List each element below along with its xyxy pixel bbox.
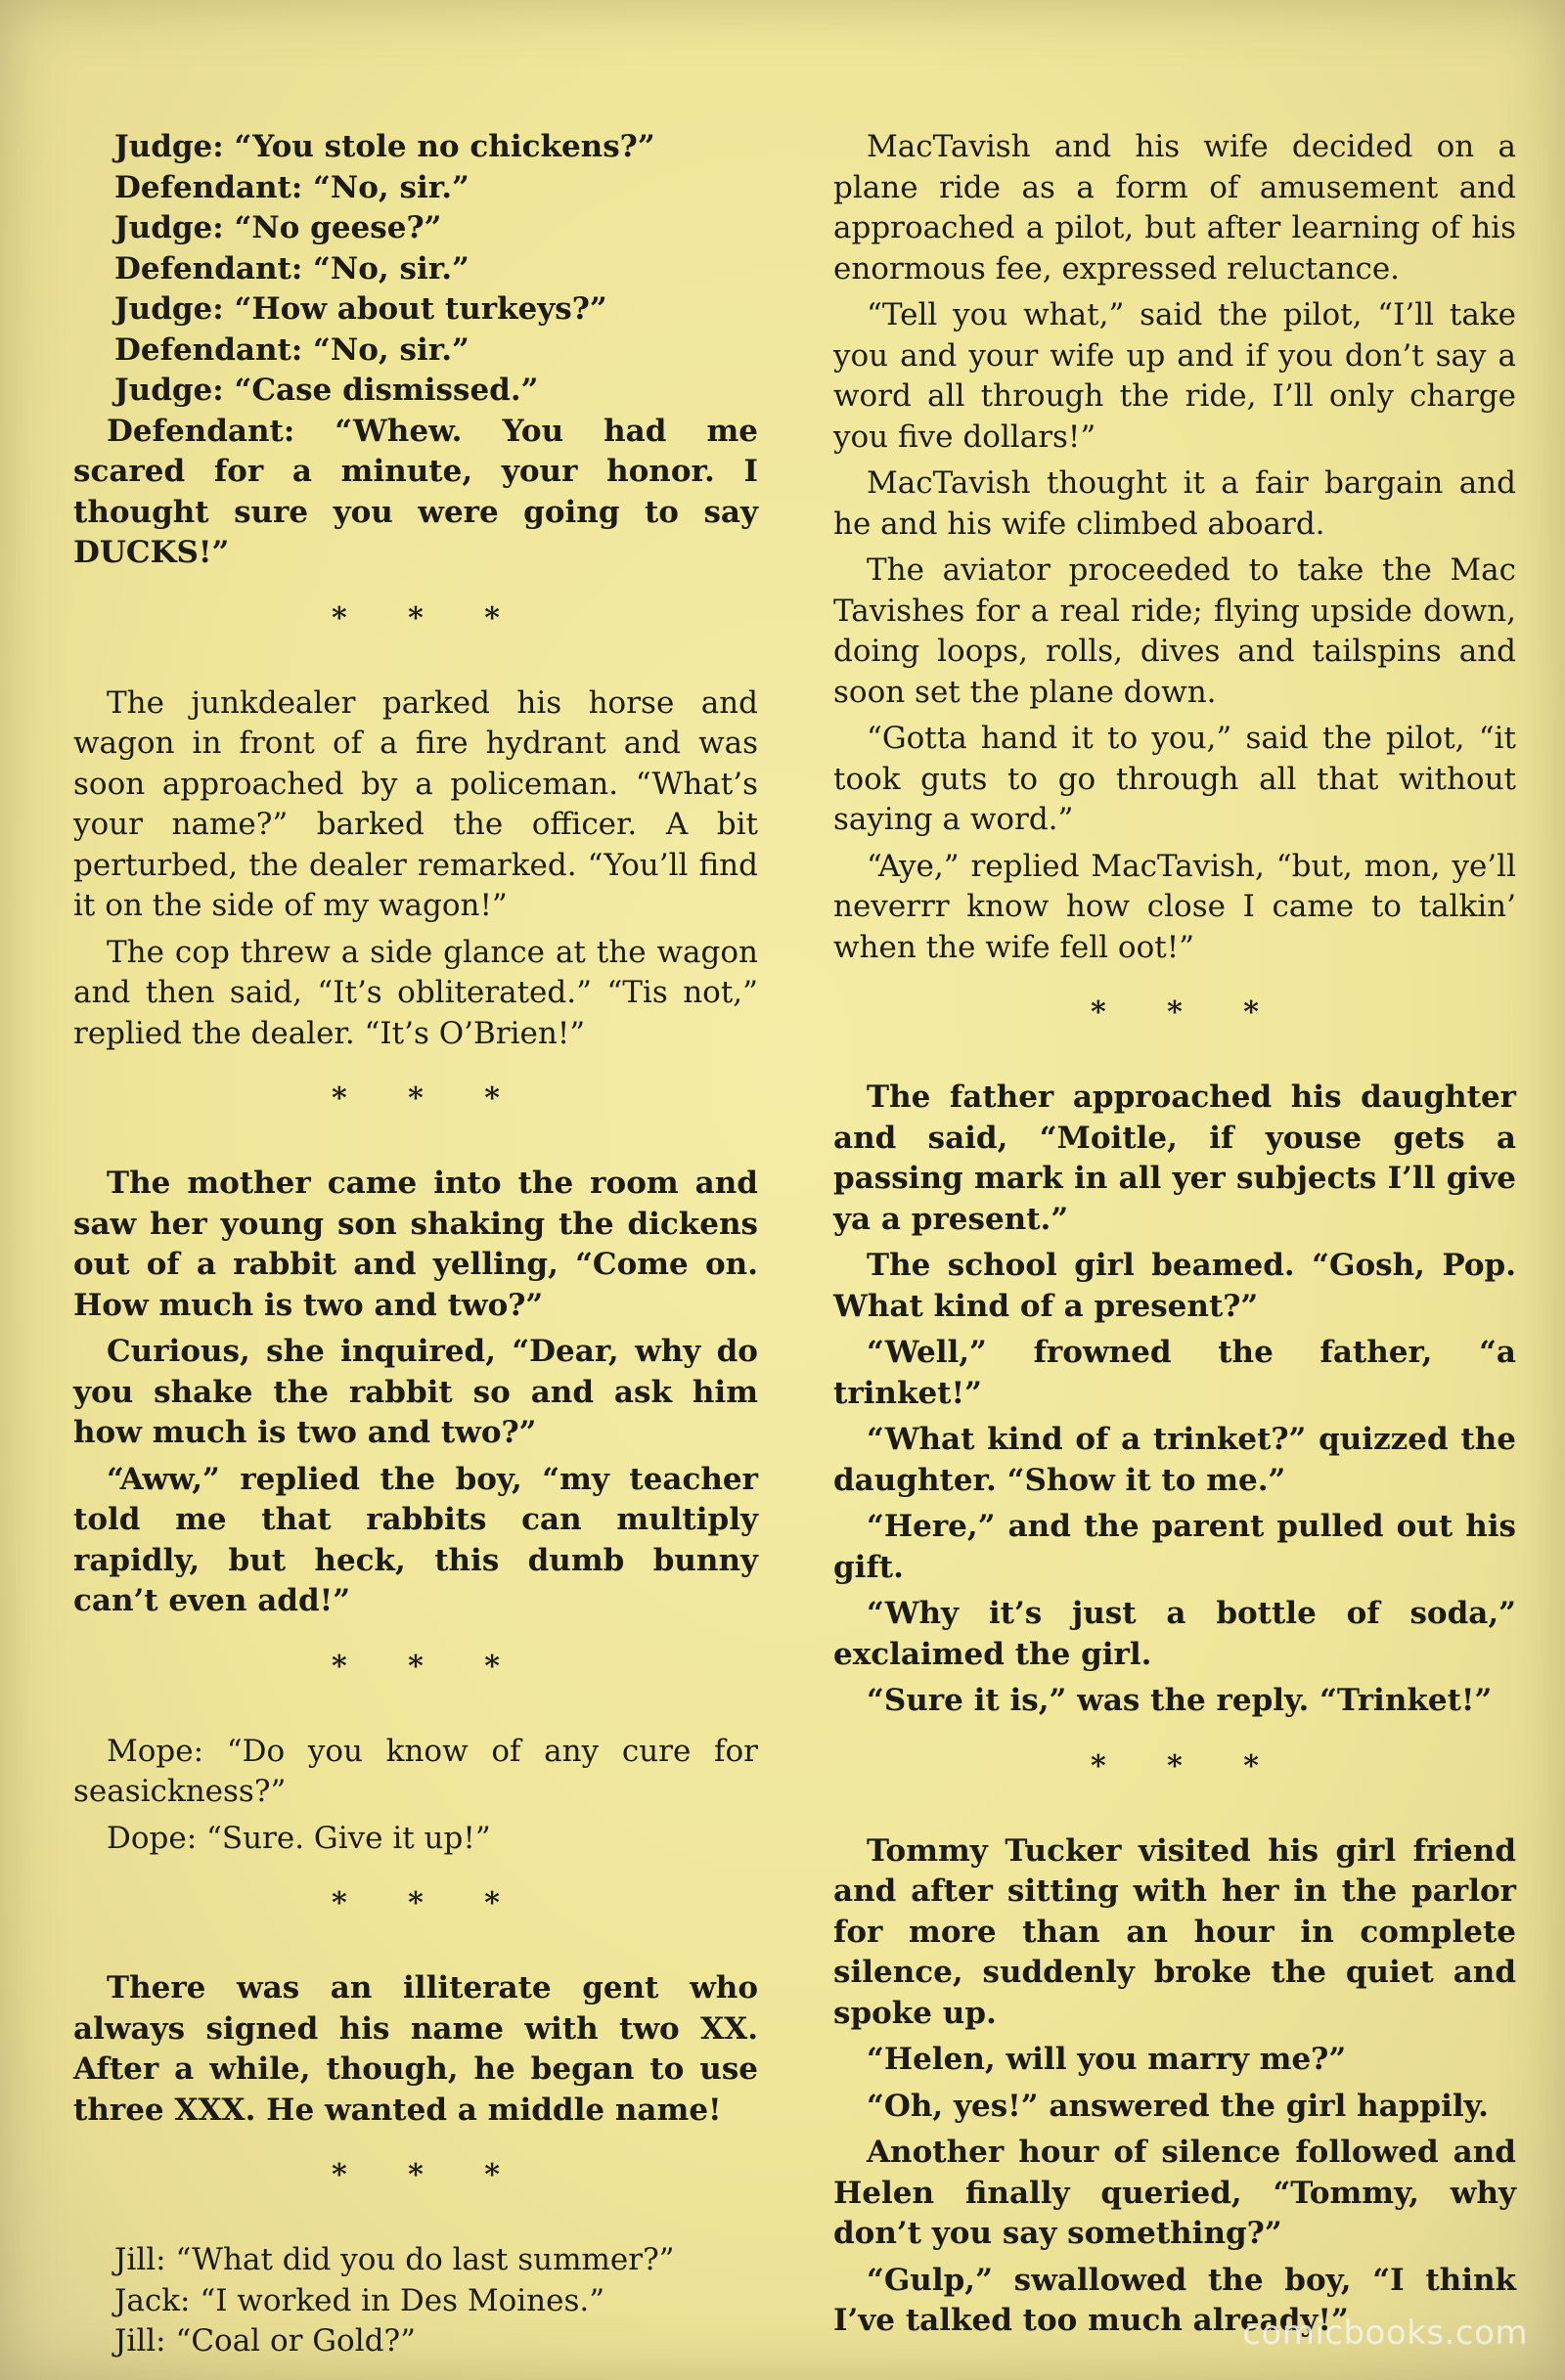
dialogue-line: Jill: “Coal or Gold?”	[114, 2323, 416, 2358]
paragraph: The father approached his daughter and said, “Moitle, if youse gets a passing mark in all yer subjects I’ll give ya a present.”	[833, 1080, 1516, 1237]
paragraph: Another hour of silence followed and Helen finally queried, “Tommy, why don’t you say something?”	[833, 2135, 1516, 2251]
paragraph: The aviator proceeded to take the Mac Tavishes for a real ride; flying upside down, doing loops, rolls, dives and tailspins and soon set the plane down.	[833, 552, 1516, 710]
paragraph: “Here,” and the parent pulled out his gift.	[833, 1509, 1516, 1585]
joke-trinket	[833, 1078, 1516, 1722]
separator: * * *	[332, 600, 525, 636]
joke-rabbit	[73, 1164, 758, 1622]
paragraph: MacTavish thought it a fair bargain and he and his wife climbed aboard.	[833, 465, 1516, 542]
paragraph: “Why it’s just a bottle of soda,” exclaimed the girl.	[833, 1596, 1516, 1672]
paragraph: The junkdealer parked his horse and wagon in front of a fire hydrant and was soon approached by a policeman. “What’s your name?” barked the officer. A bit perturbed, the dealer remarked. “You’ll find it on the side of my wagon!”	[73, 684, 758, 923]
paragraph: “Tell you what,” said the pilot, “I’ll take you and your wife up and if you don’t say a word all through the ride, I’ll only charge you five dollars!”	[833, 297, 1516, 455]
dialogue-line: Jill: “What did you do last summer?”	[114, 2242, 675, 2277]
separator: * * *	[332, 1649, 525, 1684]
paragraph: There was an illiterate gent who always signed his name with two XX. After a while, though, he began to use three XXX. He wanted a middle name!	[73, 1970, 758, 2128]
paragraph: Curious, she inquired, “Dear, why do you shake the rabbit so and ask him how much is two and two?”	[73, 1334, 758, 1450]
joke-seasickness	[73, 1732, 758, 1860]
paragraph: “Aww,” replied the boy, “my teacher told me that rabbits can multiply rapidly, but heck, this dumb bunny can’t even add!”	[73, 1461, 758, 1618]
dialogue-line: Jack: “I worked in Des Moines.”	[114, 2282, 605, 2318]
paragraph: “Sure it is,” was the reply. “Trinket!”	[867, 1683, 1493, 1718]
dialogue-line: Defendant: “No, sir.”	[114, 331, 470, 368]
dialogue-line: Judge: “Case dismissed.”	[114, 373, 539, 408]
paragraph: Tommy Tucker visited his girl friend and after sitting with her in the parlor for more than an hour in complete silence, suddenly broke the quiet and spoke up.	[833, 1832, 1516, 2031]
paragraph: “Gotta hand it to you,” said the pilot, “it took guts to go through all that without saying a word.”	[833, 721, 1516, 837]
separator: * * *	[332, 1081, 525, 1116]
paragraph: Dope: “Sure. Give it up!”	[107, 1820, 491, 1856]
left-column	[73, 127, 758, 2366]
separator: * * *	[1091, 995, 1284, 1030]
separator: * * *	[332, 1886, 525, 1920]
separator: * * *	[332, 2158, 525, 2192]
joke-junkdealer	[73, 683, 758, 1055]
joke-des-moines	[73, 2240, 758, 2362]
dialogue-line: Defendant: “No, sir.”	[114, 169, 470, 205]
watermark: comicbooks.com	[1242, 2314, 1528, 2353]
joke-judge	[73, 127, 758, 574]
paragraph: The cop threw a side glance at the wagon and then said, “It’s obliterated.” “Tis not,” replied the dealer. “It’s O’Brien!”	[73, 934, 758, 1051]
right-column	[833, 127, 1516, 2348]
separator: * * *	[1091, 1748, 1284, 1784]
dialogue-paragraph: Defendant: “Whew. You had me scared for a minute, your honor. I thought sure you were going to say DUCKS!”	[73, 413, 758, 570]
paragraph: The school girl beamed. “Gosh, Pop. What kind of a present?”	[833, 1248, 1516, 1324]
dialogue-line: Defendant: “No, sir.”	[114, 250, 470, 286]
paragraph: MacTavish and his wife decided on a plane ride as a form of amusement and approached a pilot, but after learning of his enormous fee, expressed reluctance.	[833, 129, 1516, 286]
paragraph: “Helen, will you marry me?”	[867, 2042, 1347, 2077]
paragraph: Mope: “Do you know of any cure for seasickness?”	[73, 1733, 758, 1809]
dialogue-line: Judge: “How about turkeys?”	[114, 291, 607, 327]
dialogue-line: Judge: “No geese?”	[114, 210, 442, 245]
joke-plane-ride	[833, 127, 1516, 968]
joke-tommy-tucker	[833, 1831, 1516, 2342]
dialogue-line: Judge: “You stole no chickens?”	[114, 129, 655, 164]
paragraph: “Aye,” replied MacTavish, “but, mon, ye’ll neverrr know how close I came to talkin’ when the wife fell oot!”	[833, 848, 1516, 965]
paragraph: The mother came into the room and saw her young son shaking the dickens out of a rabbit and yelling, “Come on. How much is two and two?”	[73, 1166, 758, 1323]
paragraph: “Oh, yes!” answered the girl happily.	[867, 2088, 1489, 2124]
paragraph: “What kind of a trinket?” quizzed the daughter. “Show it to me.”	[833, 1422, 1516, 1498]
paragraph: “Well,” frowned the father, “a trinket!”	[833, 1335, 1516, 1411]
joke-middle-name	[73, 1968, 758, 2131]
paragraph: “Gulp,” swallowed the boy, “I think I’ve talked too much already!”	[833, 2262, 1516, 2338]
